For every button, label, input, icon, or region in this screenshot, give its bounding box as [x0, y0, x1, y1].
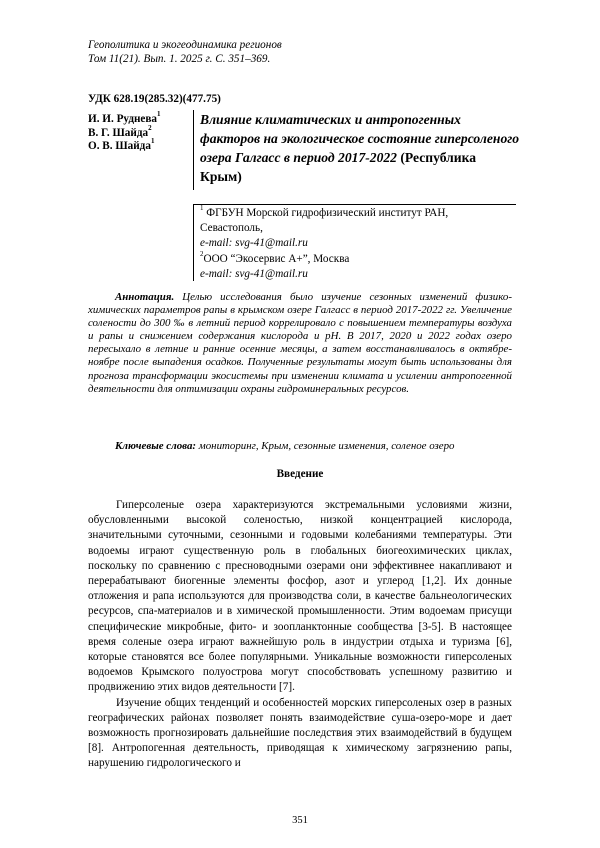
affiliation-2: $^2$ООО “Экосервис А+”, Москва — [200, 249, 350, 265]
section-heading: Введение — [276, 468, 324, 480]
email-link[interactable]: e-mail: svg-41@mail.ru — [200, 267, 308, 280]
udk-code: УДК 628.19(285.32)(477.75) — [88, 93, 221, 105]
title-divider — [193, 110, 194, 190]
journal-issue: Том 11(21). Вып. 1. 2025 г. С. 351–369. — [88, 53, 271, 65]
author: О. В. Шайда$^1$ — [88, 137, 155, 152]
email-link[interactable]: e-mail: svg-41@mail.ru — [200, 237, 308, 250]
abstract-text: Целью исследования было изучение сезонных изменений физико-химических параметров рапы в крымском озере Галгасс в период 2017-2022 гг. Увеличение солености до 300 ‰ в летний период коррелировало с повышением температуры воздуха и рапы и снижением содержания кислорода и рН. В 2017, 2020 и 2022 годах озеро пересыхало в летние и ранние осенние месяцы, а затем восстанавливалось в октябре-ноябре после выпадения осадков. Полученные результаты могут быть использованы для прогноза трансформации экосистемы при изменении климата и усилении антропогенной деятельности для оптимизации охраны гидроминеральных ресурсов. — [88, 291, 512, 395]
keywords-text: мониторинг, Крым, сезонные изменения, соленое озеро — [196, 440, 455, 452]
keywords — [115, 440, 455, 452]
paragraph: Изучение общих тенденций и особенностей морских гиперсоленых озер в разных географических районах позволяет понять взаимодействие суша-озеро-море и дает возможность прогнозировать дальнейшие последствия этих взаимодействий в будущем [8]. Антропогенная деятельность, приводящая к химическому загрязнению рапы, нарушению гидрологического и — [88, 696, 512, 770]
body-text — [88, 498, 512, 772]
author-list — [88, 110, 161, 154]
author: В. Г. Шайда$^2$ — [88, 123, 152, 139]
affiliations — [200, 206, 510, 282]
paragraph: Гиперсоленые озера характеризуются экстремальными условиями жизни, обусловленными высокой соленостью, низкой концентрацией кислорода, значительными суточными, сезонными и годовыми колебаниями температуры. Эти водоемы играют существенную роль в глобальных биогеохимических циклах, поскольку по сравнению с пресноводными озерами они эффективнее накапливают и перерабатывают биогенные элементы фосфор, азот и углерод [1,2]. Их донные отложения и рапа используются для производства соли, в качестве бальнеологических ресурсов, спа-материалов и в химической промышленности. Этим водоемам присущи специфические микробные, фито- и зоопланктонные сообщества [3-5]. В настоящее время соленые озера играют важнейшую роль в индустрии отдыха и туризма [6], которые становятся все более популярными. Уникальные возможности гиперсоленых водоемов Крымского полуострова могут способствовать успешному развитию и продвижению этих видов деятельности [7]. — [88, 499, 512, 694]
keywords-label: Ключевые слова: — [115, 440, 197, 452]
abstract-label: Аннотация. — [115, 291, 175, 303]
author: И. И. Руднева$^1$ — [88, 110, 161, 125]
page-number: 351 — [292, 815, 308, 826]
abstract — [88, 291, 512, 396]
journal-name: Геополитика и экогеодинамика регионов — [88, 39, 282, 51]
affiliation-1: $^1$ ФГБУН Морской гидрофизический институт РАН, — [200, 204, 449, 219]
journal-header — [88, 38, 508, 66]
article-title: Влияние климатических и антропогенных факторов на экологическое состояние гиперсоленого озера Галгасс в период 2017-2022 (Республика Крым) — [200, 112, 520, 184]
affiliation-1-city: Севастополь, — [200, 222, 263, 235]
